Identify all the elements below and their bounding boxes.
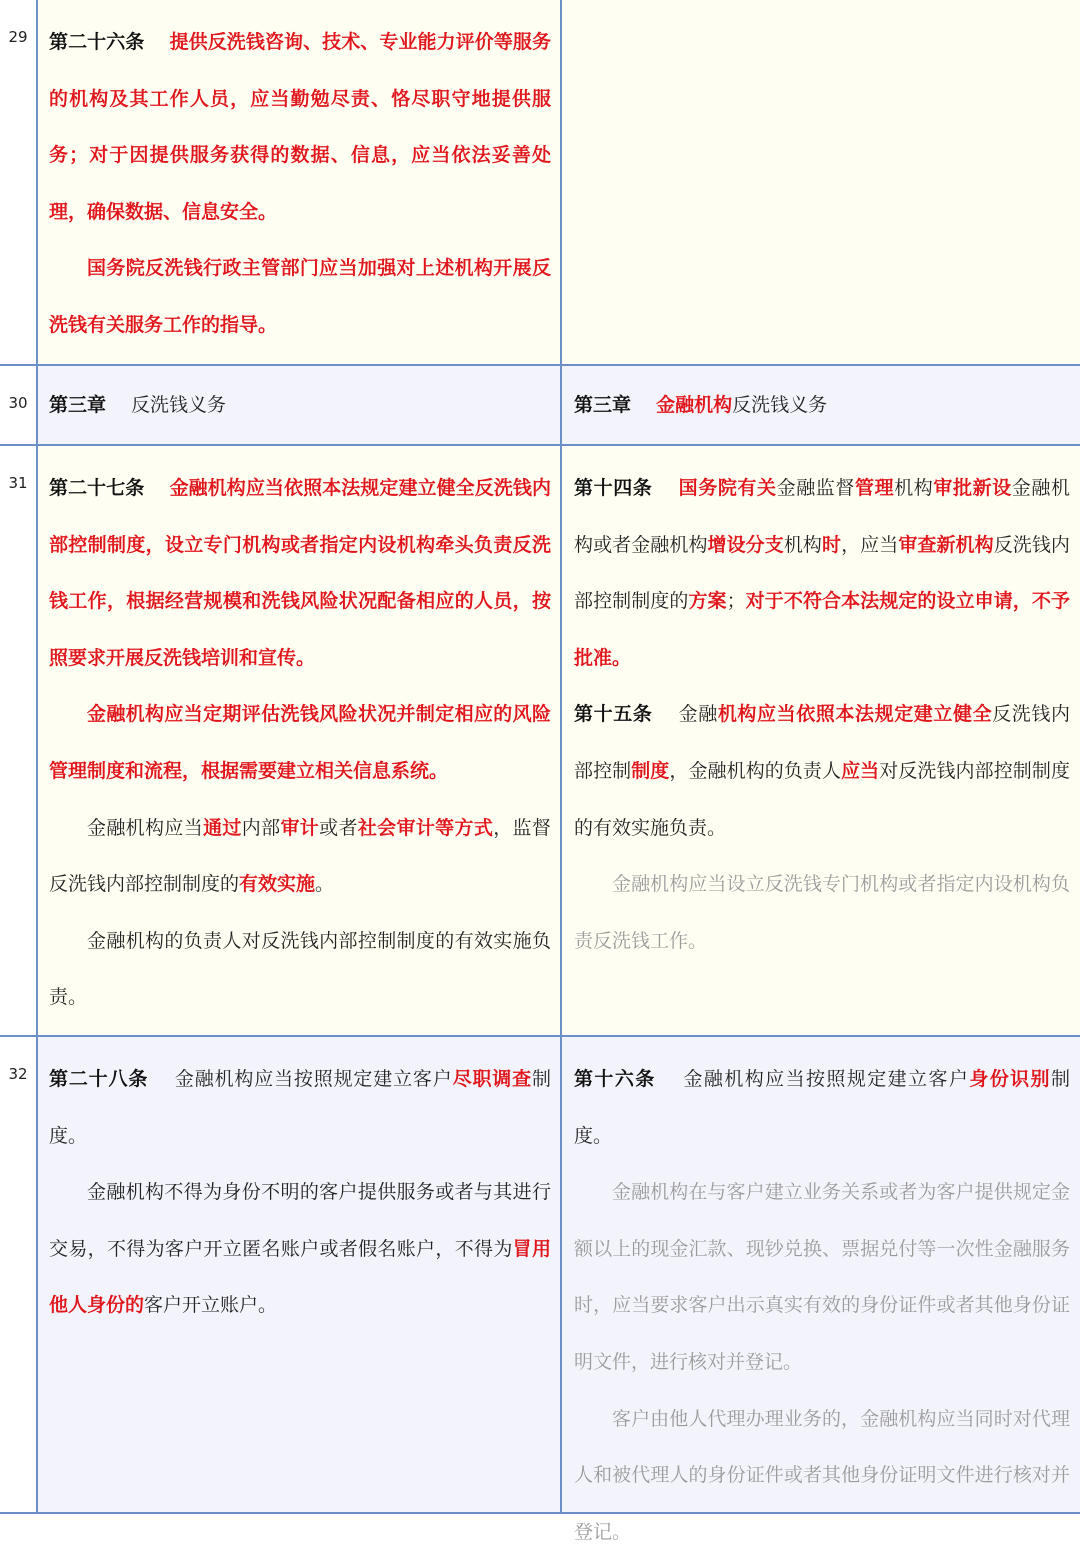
clause-paragraph bbox=[574, 377, 1070, 434]
clause-paragraph bbox=[49, 686, 551, 799]
clause-text: ，监督反洗钱内部控制制度的 bbox=[49, 816, 551, 896]
highlighted-text: 增设分支 bbox=[707, 533, 784, 556]
clause-paragraph bbox=[49, 800, 551, 913]
clause-text: ，金融机构的负责人 bbox=[669, 759, 842, 782]
clause-text: 内部 bbox=[241, 816, 281, 839]
highlighted-text: 金融机构应当依照本法规定建立健全反洗钱内部控制制度，设立专门机构或者指定内设机构牵头负责反洗钱工作，根据经营规模和洗钱风险状况配备相应的人员，按照要求开展反洗钱培训和宣传。 bbox=[49, 477, 551, 669]
highlighted-text: 金融机构应当定期评估洗钱风险状况并制定相应的风险管理制度和流程，根据需要建立相关信息系统。 bbox=[49, 703, 551, 782]
highlighted-text: 应当 bbox=[841, 759, 880, 782]
highlighted-text: 对于不符合本法规定的设立申请，不予批准。 bbox=[574, 590, 1070, 669]
clause-text: 或者 bbox=[319, 816, 358, 839]
clause-paragraph bbox=[574, 1391, 1070, 1560]
highlighted-text: 身份识别 bbox=[969, 1068, 1051, 1090]
article-heading: 第十四条 bbox=[574, 477, 653, 499]
clause-text: ； bbox=[726, 590, 746, 613]
article-heading: 第二十七条 bbox=[49, 477, 145, 499]
highlighted-text: 审批新设 bbox=[933, 477, 1012, 499]
clause-text: 反洗钱义务 bbox=[106, 394, 227, 416]
table-row bbox=[0, 1037, 1080, 1543]
row-number: 32 bbox=[0, 1037, 36, 1513]
clause-text: 反洗钱内部控制 bbox=[574, 703, 1070, 782]
clause-text: 反洗钱内部控制制度的 bbox=[574, 533, 1070, 613]
table-row bbox=[0, 446, 1080, 1036]
clause-text: ，应当 bbox=[841, 533, 899, 556]
article-heading: 第十五条 bbox=[574, 703, 653, 726]
row-divider bbox=[0, 1035, 1080, 1037]
clause-text: 对反洗钱内部控制制度的有效实施负责。 bbox=[574, 759, 1070, 839]
clause-text: 制度。 bbox=[574, 1068, 1070, 1147]
removed-text: 客户由他人代理办理业务的，金融机构应当同时对代理人和被代理人的身份证件或者其他身份证明文件进行核对并登记。 bbox=[574, 1407, 1070, 1543]
highlighted-text: 制度 bbox=[631, 759, 670, 782]
clause-paragraph bbox=[574, 856, 1070, 969]
highlighted-text: 审查新机构 bbox=[898, 533, 994, 556]
clause-text: 金融监督 bbox=[776, 477, 855, 499]
clause-text bbox=[631, 394, 656, 416]
clause-text: 金融机构应当按照规定建立客户 bbox=[148, 1068, 453, 1090]
clause-text: 金融机构应当 bbox=[87, 816, 204, 839]
clause-text: 机构 bbox=[894, 477, 934, 499]
table-row bbox=[0, 366, 1080, 445]
highlighted-text: 机构应当依照本法规定建立健全 bbox=[717, 703, 993, 726]
highlighted-text: 金融机构 bbox=[656, 394, 733, 416]
clause-paragraph bbox=[49, 1051, 551, 1164]
highlighted-text: 国务院有关 bbox=[678, 477, 777, 499]
article-heading: 第十六条 bbox=[574, 1068, 656, 1090]
old-law-cell bbox=[562, 1037, 1080, 1543]
clause-paragraph bbox=[574, 686, 1070, 856]
clause-text: 。 bbox=[315, 873, 335, 896]
clause-paragraph bbox=[49, 1164, 551, 1334]
column-divider bbox=[560, 0, 562, 1514]
clause-text: 反洗钱义务 bbox=[732, 394, 828, 416]
clause-text: 金融 bbox=[652, 703, 718, 726]
clause-paragraph bbox=[574, 460, 1070, 686]
old-law-cell bbox=[562, 366, 1080, 445]
row-divider bbox=[0, 364, 1080, 366]
clause-paragraph bbox=[574, 1164, 1070, 1390]
clause-paragraph bbox=[49, 240, 551, 353]
new-law-cell bbox=[37, 0, 561, 365]
removed-text: 金融机构在与客户建立业务关系或者为客户提供规定金额以上的现金汇款、现钞兑换、票据兑付等一次性金融服务时，应当要求客户出示真实有效的身份证件或者其他身份证明文件，进行核对并登记。 bbox=[574, 1181, 1070, 1373]
clause-text: 制度。 bbox=[49, 1068, 551, 1147]
highlighted-text: 提供反洗钱咨询、技术、专业能力评价等服务的机构及其工作人员，应当勤勉尽责、恪尽职守地提供服务；对于因提供服务获得的数据、信息，应当依法妥善处理，确保数据、信息安全。 bbox=[49, 31, 551, 223]
clause-text: 金融机构不得为身份不明的客户提供服务或者与其进行交易，不得为客户开立匿名账户或者假名账户，不得为 bbox=[49, 1181, 551, 1260]
article-heading: 第二十八条 bbox=[49, 1068, 149, 1090]
clause-paragraph bbox=[49, 913, 551, 1026]
highlighted-text: 时 bbox=[822, 533, 842, 556]
clause-paragraph bbox=[49, 377, 551, 434]
new-law-cell bbox=[37, 1037, 561, 1513]
highlighted-text: 社会审计等方式 bbox=[357, 816, 494, 839]
clause-text bbox=[652, 477, 678, 499]
row-number: 29 bbox=[0, 0, 36, 365]
highlighted-text: 方案 bbox=[688, 590, 727, 613]
highlighted-text: 有效实施 bbox=[239, 873, 316, 896]
clause-text bbox=[144, 477, 169, 499]
article-heading: 第二十六条 bbox=[49, 31, 145, 53]
row-divider bbox=[0, 444, 1080, 446]
highlighted-text: 尽职调查 bbox=[452, 1068, 532, 1090]
clause-text: 机构 bbox=[783, 533, 822, 556]
clause-paragraph bbox=[49, 460, 551, 686]
column-divider bbox=[36, 0, 38, 1514]
row-number: 31 bbox=[0, 446, 36, 1036]
removed-text: 金融机构应当设立反洗钱专门机构或者指定内设机构负责反洗钱工作。 bbox=[574, 873, 1070, 952]
highlighted-text: 冒用他人身份的 bbox=[49, 1237, 551, 1317]
clause-text bbox=[144, 31, 169, 53]
article-heading: 第三章 bbox=[49, 394, 107, 416]
highlighted-text: 国务院反洗钱行政主管部门应当加强对上述机构开展反洗钱有关服务工作的指导。 bbox=[49, 257, 551, 336]
clause-paragraph bbox=[574, 1051, 1070, 1164]
clause-text: 金融机构应当按照规定建立客户 bbox=[655, 1068, 970, 1090]
clause-text: 金融机构的负责人对反洗钱内部控制制度的有效实施负责。 bbox=[49, 929, 551, 1009]
clause-text: 金融机构或者金融机构 bbox=[574, 477, 1070, 556]
row-number: 30 bbox=[0, 366, 36, 445]
old-law-cell bbox=[562, 0, 1080, 365]
new-law-cell bbox=[37, 446, 561, 1036]
highlighted-text: 审计 bbox=[280, 816, 320, 839]
row-divider bbox=[0, 1512, 1080, 1514]
new-law-cell bbox=[37, 366, 561, 445]
highlighted-text: 管理 bbox=[855, 477, 895, 499]
highlighted-text: 通过 bbox=[203, 816, 242, 839]
old-law-cell bbox=[562, 446, 1080, 1036]
table-row bbox=[0, 0, 1080, 365]
article-heading: 第三章 bbox=[574, 394, 632, 416]
clause-text: 客户开立账户。 bbox=[144, 1294, 278, 1317]
clause-paragraph bbox=[49, 14, 551, 240]
